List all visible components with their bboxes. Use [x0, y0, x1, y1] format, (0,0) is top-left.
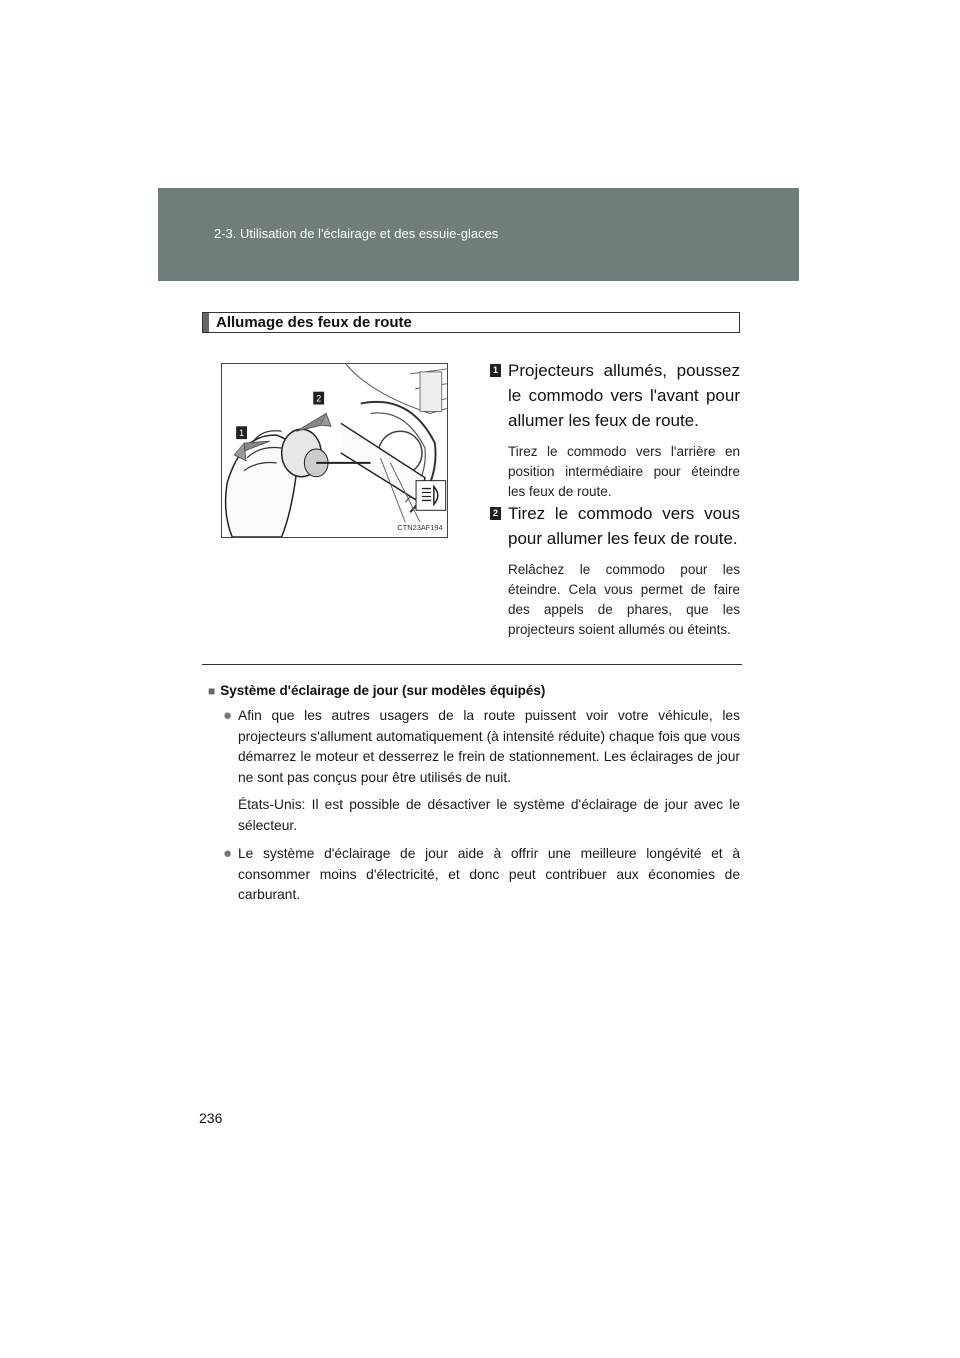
- section-title-box: [202, 312, 740, 333]
- square-bullet-icon: ■: [208, 684, 216, 698]
- chapter-header: [158, 188, 799, 281]
- callout-2: 2: [316, 393, 322, 404]
- step-1-main-text: Projecteurs allumés, poussez le commodo vers l'avant pour allumer les feux de route.: [508, 361, 740, 430]
- step-1-sub-text: Tirez le commodo vers l'arrière en position intermédiaire pour éteindre les feux de route.: [508, 444, 740, 499]
- note-bullet-1-extra: États-Unis: Il est possible de désactiver le système d'éclairage de jour avec le sélecteur.: [238, 797, 740, 833]
- note-bullet-2: [223, 844, 740, 906]
- step-2-sub-text: Relâchez le commodo pour les éteindre. Cela vous permet de faire des appels de phares, que les projecteurs soient allumés ou éteints.: [508, 562, 740, 637]
- note-title: Système d'éclairage de jour (sur modèles équipés): [220, 683, 546, 698]
- step-1: [490, 358, 740, 502]
- step-2-number: 2: [490, 507, 501, 520]
- step-1-number: 1: [490, 364, 501, 377]
- note-bullet-1-text: Afin que les autres usagers de la route puissent voir votre véhicule, les projecteurs s'allument automatiquement (à intensité réduite) chaque fois que vous démarrez le moteur et desserrez le frein de stationnement. Les éclairages de jour ne sont pas conçus pour être utilisés de nuit.: [238, 708, 740, 785]
- headlight-lever-illustration: [221, 363, 448, 538]
- step-2: [490, 501, 740, 640]
- bullet-dot-icon: ●: [223, 707, 233, 724]
- notes-block: [208, 683, 740, 906]
- step-2-main-text: Tirez le commodo vers vous pour allumer les feux de route.: [508, 504, 740, 548]
- section-divider: [202, 664, 742, 665]
- section-title-bar: [203, 313, 209, 332]
- illustration-svg: [222, 364, 447, 537]
- figure-code: CTN23AF194: [397, 523, 443, 533]
- note-bullet-1: [223, 706, 740, 836]
- high-beam-symbol-box: [416, 481, 446, 511]
- note-title-row: [208, 683, 740, 698]
- page-number: 236: [199, 1110, 223, 1126]
- bullet-dot-icon: ●: [223, 845, 233, 862]
- callout-1: 1: [239, 428, 245, 439]
- note-bullet-2-text: Le système d'éclairage de jour aide à offrir une meilleure longévité et à consommer moins d'électricité, et donc peut contribuer aux économies de carburant.: [238, 846, 740, 902]
- breadcrumb: 2-3. Utilisation de l'éclairage et des essuie-glaces: [214, 226, 499, 241]
- section-title: Allumage des feux de route: [216, 314, 412, 331]
